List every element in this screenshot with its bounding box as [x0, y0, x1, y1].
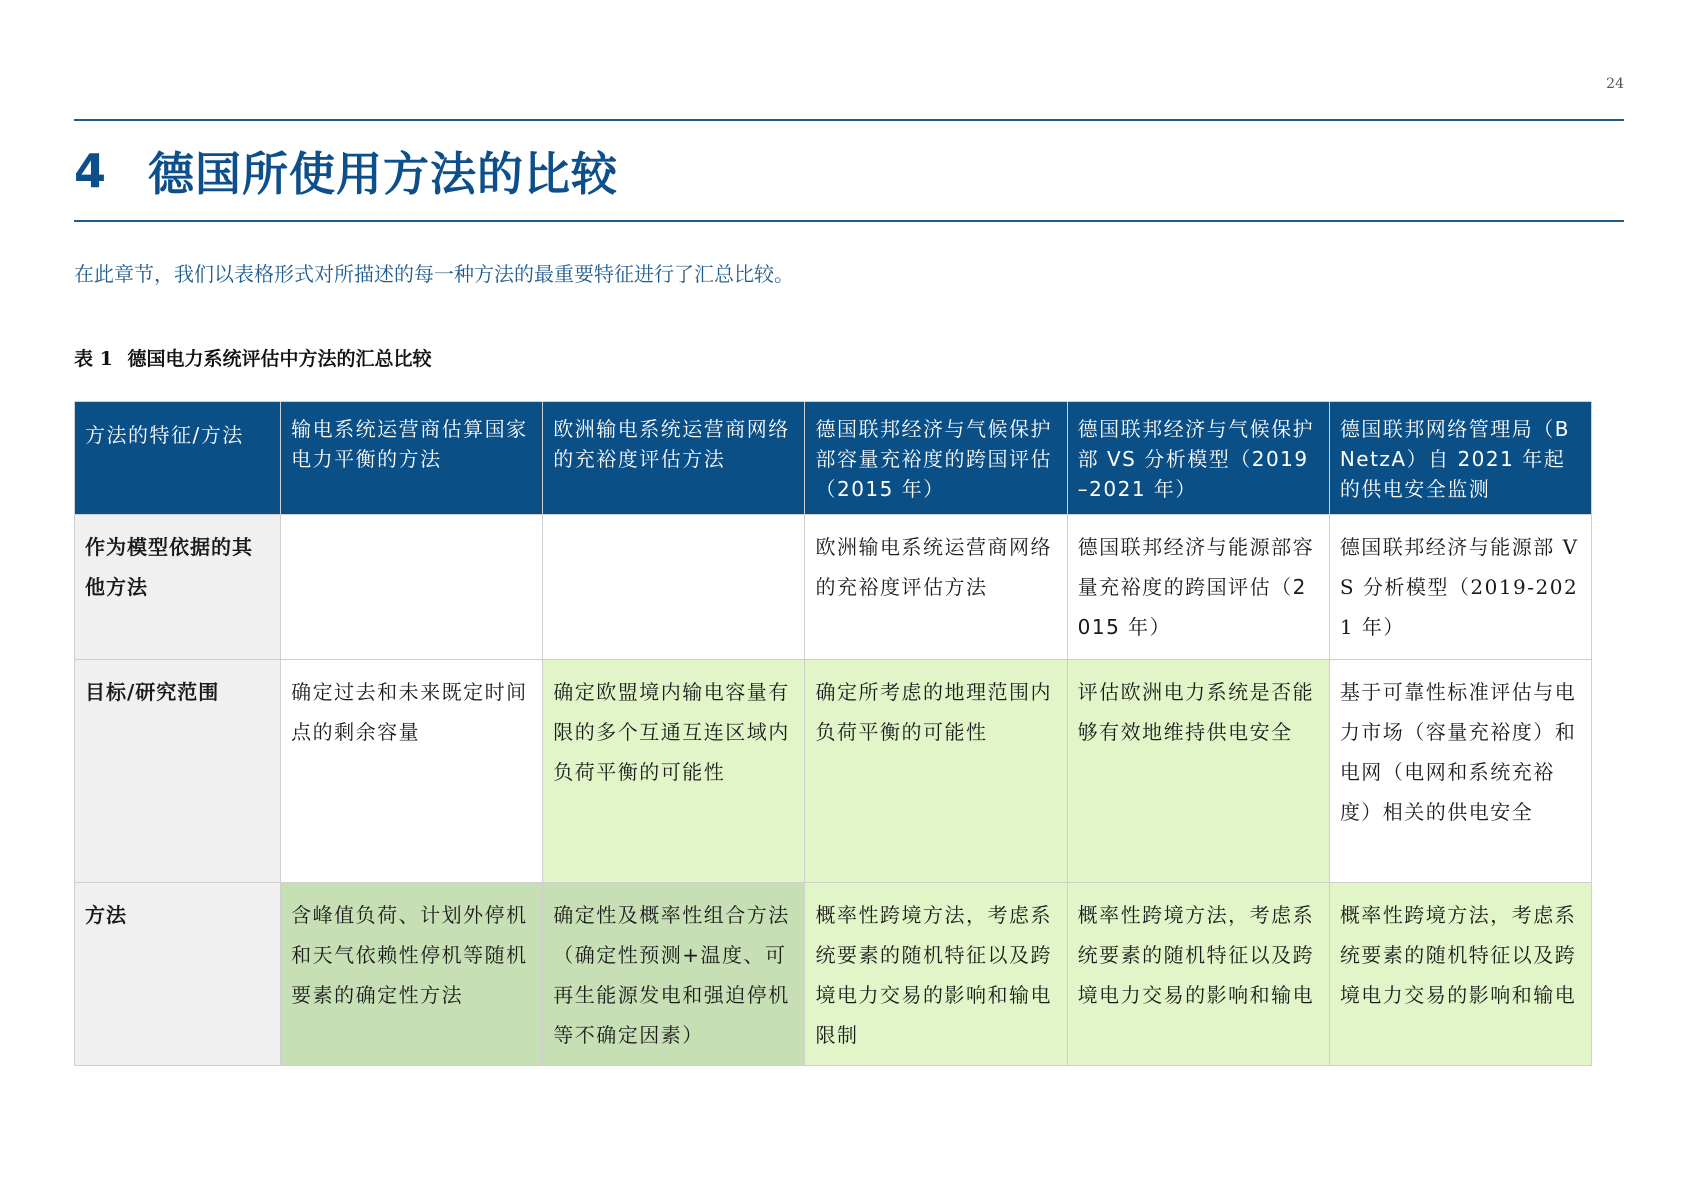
table-caption	[74, 344, 431, 371]
row-label: 作为模型依据的其他方法	[75, 515, 281, 660]
table-cell: 评估欧洲电力系统是否能够有效地维持供电安全	[1067, 660, 1329, 883]
header-cell: 德国联邦经济与气候保护部 VS 分析模型（2019–2021 年）	[1067, 402, 1329, 515]
header-cell: 输电系统运营商估算国家电力平衡的方法	[281, 402, 543, 515]
table-caption-label: 表 1	[74, 348, 113, 370]
table-row	[75, 660, 1592, 883]
title-rule-bottom	[74, 220, 1624, 222]
chapter-number: 4	[74, 144, 108, 198]
table-cell: 欧洲输电系统运营商网络的充裕度评估方法	[805, 515, 1067, 660]
header-cell: 德国联邦网络管理局（BNetzA）自 2021 年起的供电安全监测	[1329, 402, 1591, 515]
page-number: 24	[1606, 76, 1624, 92]
table-cell: 确定性及概率性组合方法（确定性预测+温度、可再生能源发电和强迫停机等不确定因素）	[543, 883, 805, 1066]
table-cell: 确定过去和未来既定时间点的剩余容量	[281, 660, 543, 883]
table-cell: 德国联邦经济与能源部 VS 分析模型（2019-2021 年）	[1329, 515, 1591, 660]
table-cell: 概率性跨境方法，考虑系统要素的随机特征以及跨境电力交易的影响和输电	[1329, 883, 1591, 1066]
table-cell	[543, 515, 805, 660]
table-header-row	[75, 402, 1592, 515]
chapter-title	[74, 138, 618, 204]
table-caption-text: 德国电力系统评估中方法的汇总比较	[127, 348, 432, 370]
table-cell: 确定所考虑的地理范围内负荷平衡的可能性	[805, 660, 1067, 883]
header-cell: 方法的特征/方法	[75, 402, 281, 515]
table-cell: 概率性跨境方法，考虑系统要素的随机特征以及跨境电力交易的影响和输电限制	[805, 883, 1067, 1066]
row-label: 目标/研究范围	[75, 660, 281, 883]
table-cell	[281, 515, 543, 660]
table-cell: 基于可靠性标准评估与电力市场（容量充裕度）和电网（电网和系统充裕度）相关的供电安全	[1329, 660, 1591, 883]
header-cell: 德国联邦经济与气候保护部容量充裕度的跨国评估（2015 年）	[805, 402, 1067, 515]
table-cell: 德国联邦经济与能源部容量充裕度的跨国评估（2015 年）	[1067, 515, 1329, 660]
intro-paragraph: 在此章节，我们以表格形式对所描述的每一种方法的最重要特征进行了汇总比较。	[74, 262, 794, 286]
table-row	[75, 515, 1592, 660]
row-label: 方法	[75, 883, 281, 1066]
header-cell: 欧洲输电系统运营商网络的充裕度评估方法	[543, 402, 805, 515]
table-cell: 含峰值负荷、计划外停机和天气依赖性停机等随机要素的确定性方法	[281, 883, 543, 1066]
title-rule-top	[74, 119, 1624, 121]
comparison-table	[74, 401, 1592, 1066]
table-cell: 确定欧盟境内输电容量有限的多个互通互连区域内负荷平衡的可能性	[543, 660, 805, 883]
table-row	[75, 883, 1592, 1066]
table-cell: 概率性跨境方法，考虑系统要素的随机特征以及跨境电力交易的影响和输电	[1067, 883, 1329, 1066]
chapter-title-text: 德国所使用方法的比较	[148, 147, 618, 201]
